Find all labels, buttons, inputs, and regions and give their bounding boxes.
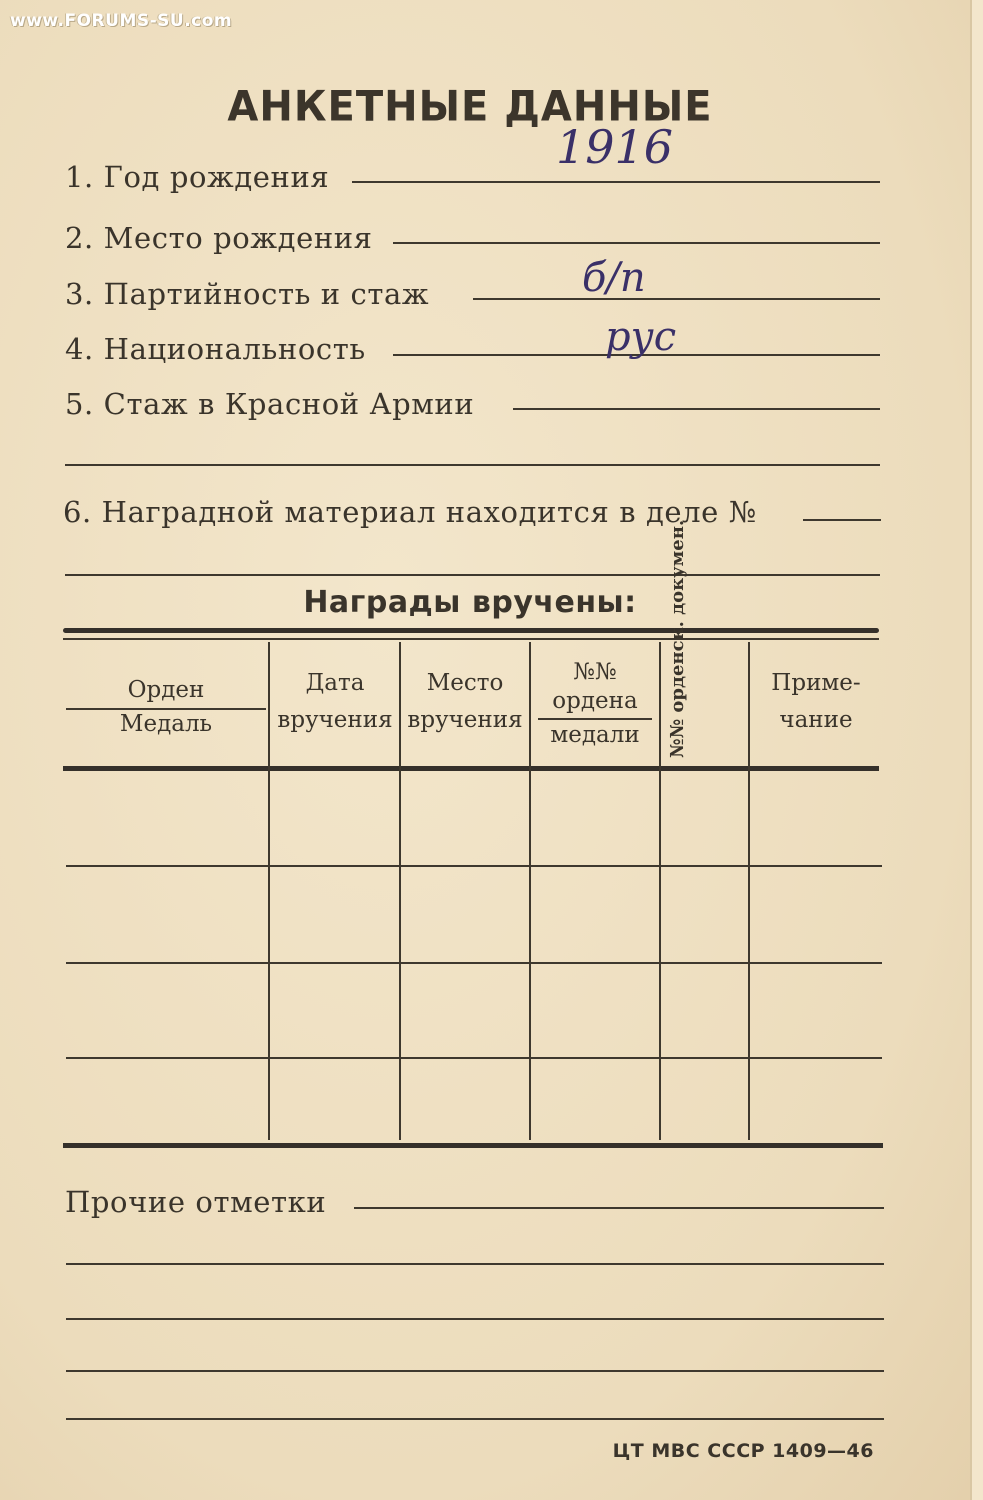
- form-title: АНКЕТНЫЕ ДАННЫЕ: [227, 82, 713, 132]
- other-notes-line-3: [66, 1318, 884, 1320]
- col-note: [752, 665, 880, 739]
- row-rule-1: [66, 865, 882, 867]
- award-file-label: 6. Наградной материал находится в деле №: [63, 495, 757, 529]
- col-line-5: [748, 642, 750, 1140]
- party-value: б/п: [582, 255, 646, 301]
- army-service-label: 5. Стаж в Красной Армии: [65, 387, 475, 421]
- col-line-4: [659, 642, 661, 1140]
- col-order: Орден: [127, 677, 205, 703]
- other-notes-label: Прочие отметки: [65, 1185, 327, 1219]
- col-place: [401, 665, 529, 739]
- other-notes-line-5: [66, 1418, 884, 1420]
- col-date: [272, 665, 398, 739]
- row-rule-2: [66, 962, 882, 964]
- col-nn-order: ордена: [552, 688, 638, 714]
- other-notes-line-1: [354, 1207, 884, 1209]
- birth-year-value: 1916: [556, 120, 674, 174]
- col-nn: №№: [573, 659, 617, 685]
- col-nn-divider: [538, 718, 652, 720]
- birth-year-label: 1. Год рождения: [65, 160, 330, 194]
- party-label: 3. Партийность и стаж: [65, 277, 430, 311]
- army-service-line: [513, 408, 880, 410]
- other-notes-line-4: [66, 1370, 884, 1372]
- awards-title: Награды вручены:: [303, 585, 637, 620]
- col-note-text: Приме- чание: [771, 670, 861, 733]
- birth-year-line: [352, 181, 880, 183]
- party-line: [473, 298, 880, 300]
- col-line-3: [529, 642, 531, 1140]
- award-file-line-2: [65, 574, 880, 576]
- birthplace-line: [393, 242, 880, 244]
- table-top-rule-thin: [63, 638, 879, 640]
- army-service-line-2: [65, 464, 880, 466]
- row-rule-3: [66, 1057, 882, 1059]
- nationality-label: 4. Национальность: [65, 332, 366, 366]
- award-file-line: [803, 519, 881, 521]
- col-line-1: [268, 642, 270, 1140]
- col-place-text: Место вручения: [407, 670, 523, 733]
- col-nn-medal: медали: [550, 722, 640, 748]
- col-line-2: [399, 642, 401, 1140]
- col-medal: Медаль: [119, 711, 213, 737]
- birthplace-label: 2. Место рождения: [65, 221, 373, 255]
- col-date-text: Дата вручения: [277, 670, 393, 733]
- header-bottom-rule: [63, 766, 879, 771]
- col-doc: №№ орденск. докумен.: [667, 519, 688, 758]
- other-notes-line-2: [66, 1263, 884, 1265]
- nationality-value: рус: [605, 314, 677, 360]
- table-bottom-rule: [63, 1143, 883, 1148]
- site-watermark: www.FORUMS-SU.com: [10, 11, 233, 31]
- table-top-rule: [63, 628, 879, 633]
- print-mark: ЦТ МВС СССР 1409—46: [612, 1440, 874, 1462]
